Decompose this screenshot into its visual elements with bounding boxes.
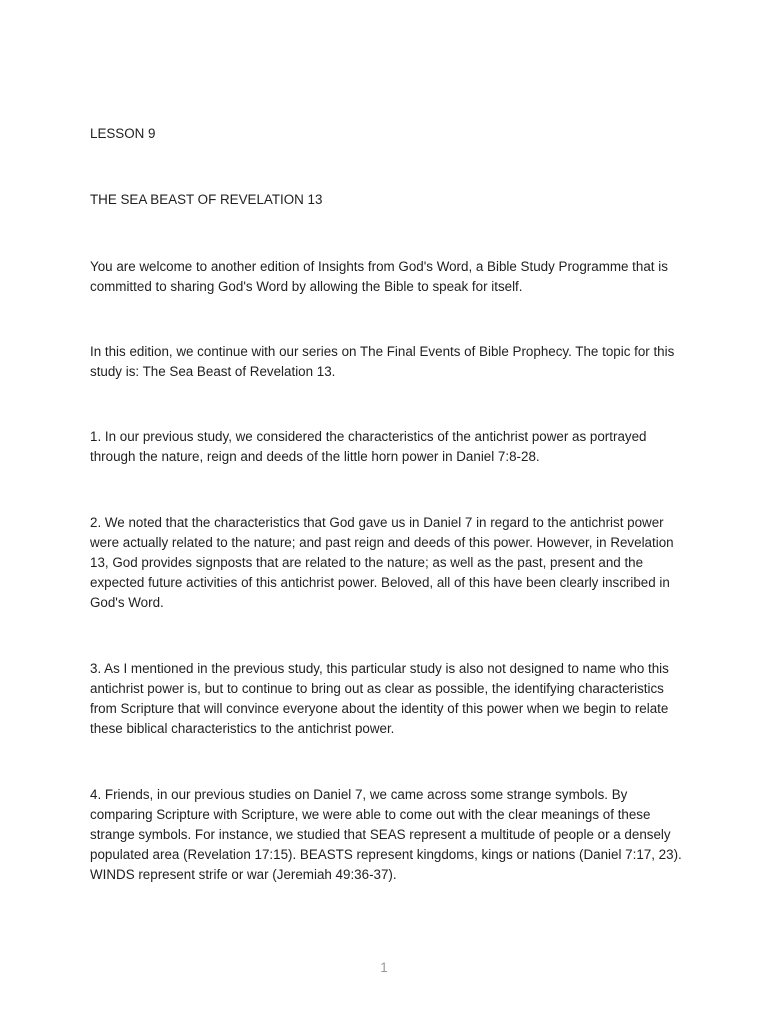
paragraph-intro: You are welcome to another edition of Insights from God's Word, a Bible Study Programme that is committed to sharing God's Word by allowing the Bible to speak for itself. <box>90 259 668 294</box>
paragraph-point-4: 4. Friends, in our previous studies on Daniel 7, we came across some strange symbols. By comparing Scripture with Scripture, we were able to come out with the clear meanings of these strange symbols. For instance, we studied that SEAS represent a multitude of people or a densely populated area (Revelation 17:15). BEASTS represent kingdoms, kings or nations (Daniel 7:17, 23). WINDS represent strife or war (Jeremiah 49:36-37). <box>90 787 682 882</box>
lesson-title: THE SEA BEAST OF REVELATION 13 <box>90 192 323 207</box>
paragraph-point-1: 1. In our previous study, we considered the characteristics of the antichrist power as portrayed through the nature, reign and deeds of the little horn power in Daniel 7:8-28. <box>90 429 647 464</box>
paragraph-point-3: 3. As I mentioned in the previous study, this particular study is also not designed to name who this antichrist power is, but to continue to bring out as clear as possible, the identifying characteristics from Scripture that will convince everyone about the identity of this power when we begin to relate these biblical characteristics to the antichrist power. <box>90 661 669 736</box>
lesson-label: LESSON 9 <box>90 126 156 141</box>
paragraph-edition: In this edition, we continue with our series on The Final Events of Bible Prophecy. The topic for this study is: The Sea Beast of Revelation 13. <box>90 344 675 379</box>
paragraph-point-2: 2. We noted that the characteristics that God gave us in Daniel 7 in regard to the antichrist power were actually related to the nature; and past reign and deeds of this power. However, in Revelation 13, God provides signposts that are related to the nature; as well as the past, present and the expected future activities of this antichrist power. Beloved, all of this have been clearly inscribed in God's Word. <box>90 515 674 610</box>
page-number: 1 <box>380 960 388 975</box>
